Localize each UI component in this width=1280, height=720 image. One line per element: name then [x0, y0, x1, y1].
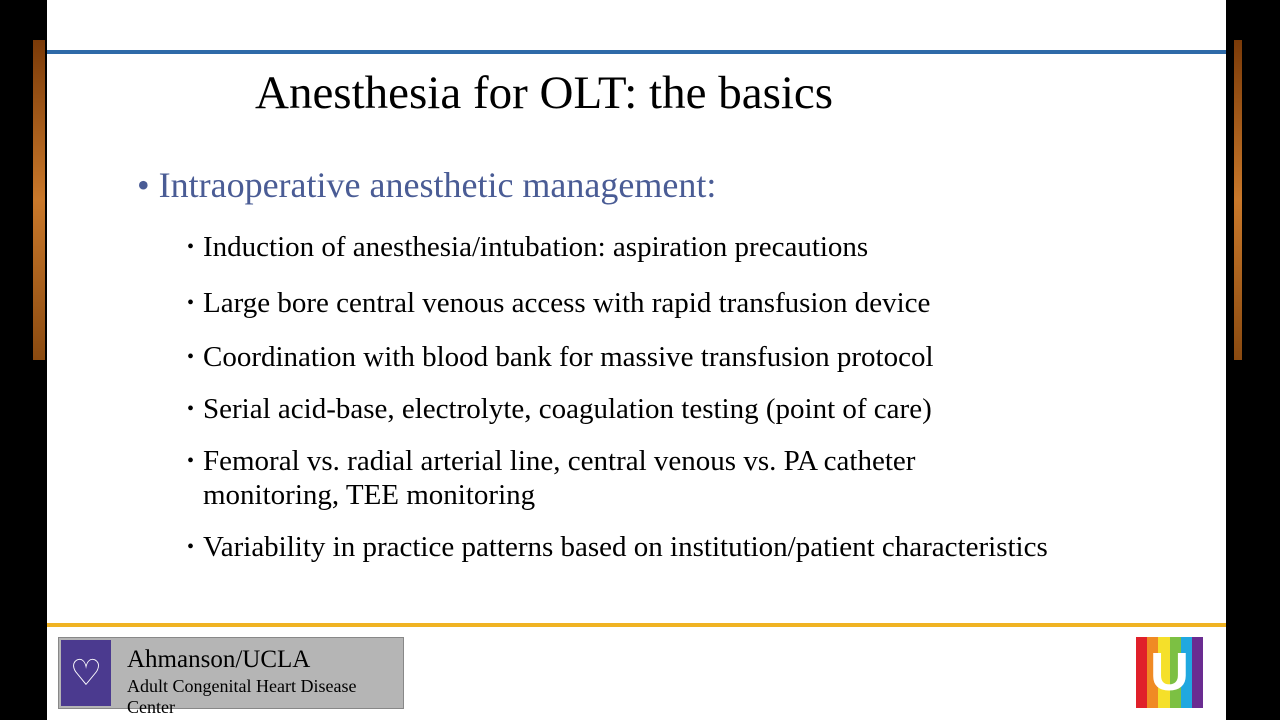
main-bullet-text: Intraoperative anesthetic management:	[158, 165, 717, 205]
sub-bullet: • Variability in practice patterns based on institution/patient characteristics	[187, 530, 1048, 564]
u-logo-letter: U	[1150, 642, 1189, 702]
ahmanson-ucla-logo	[58, 637, 404, 717]
sub-bullet: • Serial acid-base, electrolyte, coagulation testing (point of care)	[187, 392, 1048, 426]
bottom-rule	[47, 623, 1226, 627]
background-right-edge	[1234, 40, 1242, 360]
sub-bullet: • Large bore central venous access with rapid transfusion device	[187, 286, 1048, 320]
sub-bullet-list	[187, 230, 1048, 564]
sub-bullet: • Femoral vs. radial arterial line, central venous vs. PA catheter monitoring, TEE monitoring	[187, 444, 1027, 512]
logo-line1: Ahmanson/UCLA	[127, 646, 311, 673]
logo-line2: Adult Congenital Heart Disease Center	[127, 676, 357, 717]
main-bullet: • Intraoperative anesthetic management:	[137, 165, 717, 205]
slide-title: Anesthesia for OLT: the basics	[255, 67, 834, 119]
sub-bullet: • Coordination with blood bank for massive transfusion protocol	[187, 340, 1048, 374]
sub-bullet: • Induction of anesthesia/intubation: aspiration precautions	[187, 230, 1048, 264]
background-left-edge	[33, 40, 45, 360]
slide	[47, 0, 1226, 720]
u-rainbow-logo	[1136, 637, 1203, 708]
heart-icon: ♡	[61, 640, 111, 706]
top-rule	[47, 50, 1226, 54]
